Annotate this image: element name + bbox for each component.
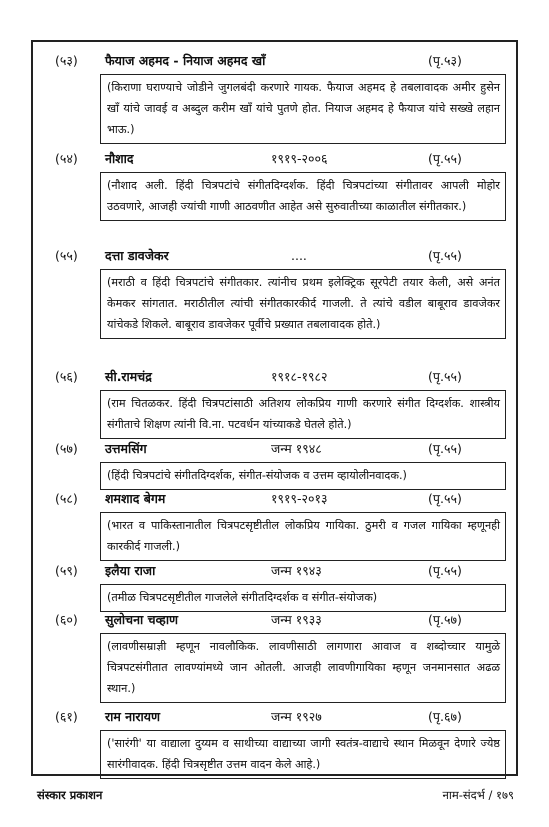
entry-name: नौशाद — [105, 151, 134, 166]
entry-59 — [33, 560, 516, 604]
entry-number: (६०) — [55, 612, 78, 627]
entry-number: (५३) — [55, 53, 78, 68]
entry-description: ('सारंगी' या वाद्याला दुय्यम व साथीच्या वाद्याच्या जागी स्वतंत्र-वाद्याचे स्थान मिळवून देणारे ज्येष्ठ सारंगीवादक. हिंदी चित्रसृष्टीत उत्तम वादन केले आहे.) — [100, 730, 506, 779]
entry-61 — [33, 706, 516, 771]
entry-page: (पृ.५७) — [428, 612, 462, 627]
entry-description: (किराणा घराण्याचे जोडीने जुगलबंदी करणारे गायक. फैयाज अहमद हे तबलावादक अमीर हुसेन खाँ यांचे जावई व अब्दुल करीम खाँ यांचे पुतणे होत. नियाज अहमद हे फैयाज यांचे सख्खे लहान भाऊ.) — [100, 74, 506, 144]
entry-name: सुलोचना चव्हाण — [105, 612, 179, 627]
entry-name: फैयाज अहमद - नियाज अहमद खाँ — [105, 53, 266, 68]
entry-54 — [33, 148, 516, 213]
entry-page: (पृ.५५) — [428, 151, 462, 166]
entry-description: (राम चितळकर. हिंदी चित्रपटांसाठी अतिशय लोकप्रिय गाणी करणारे संगीत दिग्दर्शक. शास्त्रीय संगीताचे शिक्षण त्यांनी वि.ना. पटवर्धन यांच्याकडे घेतले होते.) — [100, 390, 506, 439]
entries-frame — [31, 40, 518, 776]
entry-56 — [33, 366, 516, 431]
entry-page: (पृ.५५) — [428, 248, 462, 263]
entry-name: शमशाद बेगम — [105, 491, 166, 506]
entry-number: (६१) — [55, 709, 78, 724]
entry-page: (पृ.५५) — [428, 441, 462, 456]
entry-years: जन्म १९३३ — [271, 612, 322, 627]
entry-name: सी.रामचंद्र — [105, 369, 152, 384]
entry-number: (५७) — [55, 441, 78, 456]
entry-55 — [33, 245, 516, 331]
footer-publisher: संस्कार प्रकाशन — [37, 788, 103, 802]
entry-years: १९१८-१९८२ — [271, 369, 328, 384]
entry-number: (५८) — [55, 491, 78, 506]
entry-years: जन्म १९४८ — [271, 441, 322, 456]
entry-description: (तमीळ चित्रपटसृष्टीतील गाजलेले संगीतदिग्दर्शक व संगीत-संयोजक) — [100, 584, 506, 612]
entry-name: राम नारायण — [105, 709, 160, 724]
entry-page: (पृ.५५) — [428, 491, 462, 506]
entry-53 — [33, 50, 516, 136]
entry-page: (पृ.५५) — [428, 369, 462, 384]
entry-60 — [33, 609, 516, 695]
entry-page: (पृ.६७) — [428, 709, 462, 724]
entry-page: (पृ.५५) — [428, 563, 462, 578]
entry-number: (५९) — [55, 563, 78, 578]
entry-number: (५४) — [55, 151, 78, 166]
footer-page-ref: नाम-संदर्भ / १७९ — [442, 788, 514, 802]
entry-description: (मराठी व हिंदी चित्रपटांचे संगीतकार. त्यांनीच प्रथम इलेक्ट्रिक सूरपेटी तयार केली, असे अनंत केमकर सांगतात. मराठीतील त्यांची संगीतकारकीर्द गाजली. ते त्यांचे वडील बाबूराव डावजेकर यांचेकडे शिकले. बाबूराव डावजेकर पूर्वीचे प्रख्यात तबलावादक होते.) — [100, 269, 506, 339]
entry-years: जन्म १९२७ — [271, 709, 322, 724]
entry-name: दत्ता डावजेकर — [105, 248, 169, 263]
entry-57 — [33, 438, 516, 482]
entry-description: (भारत व पाकिस्तानातील चित्रपटसृष्टीतील लोकप्रिय गायिका. ठुमरी व गजल गायिका म्हणूनही कारकीर्द गाजली.) — [100, 512, 506, 561]
entry-description: (हिंदी चित्रपटांचे संगीतदिग्दर्शक, संगीत-संयोजक व उत्तम व्हायोलीनवादक.) — [100, 462, 506, 490]
entry-number: (५५) — [55, 248, 78, 263]
entry-name: उत्तमसिंग — [105, 441, 147, 456]
entry-years: जन्म १९४३ — [271, 563, 322, 578]
entry-name: इलैया राजा — [105, 563, 156, 578]
entry-58 — [33, 488, 516, 553]
entry-page: (पृ.५३) — [428, 53, 462, 68]
entry-description: (लावणीसम्राज्ञी म्हणून नावलौकिक. लावणीसाठी लागणारा आवाज व शब्दोच्चार यामुळे चित्रपटसंगीतात लावण्यांमध्ये जान ओतली. आजही लावणीगायिका म्हणून जनमानसात अढळ स्थान.) — [100, 633, 506, 703]
entry-years: .... — [291, 248, 307, 263]
entry-years: १९१९-२००६ — [271, 151, 328, 166]
entry-number: (५६) — [55, 369, 78, 384]
entry-description: (नौशाद अली. हिंदी चित्रपटांचे संगीतदिग्दर्शक. हिंदी चित्रपटांच्या संगीतावर आपली मोहोर उठवणारे, आजही ज्यांची गाणी आठवणीत आहेत असे सुरुवातीच्या काळातील संगीतकार.) — [100, 172, 506, 221]
entry-years: १९१९-२०१३ — [271, 491, 328, 506]
